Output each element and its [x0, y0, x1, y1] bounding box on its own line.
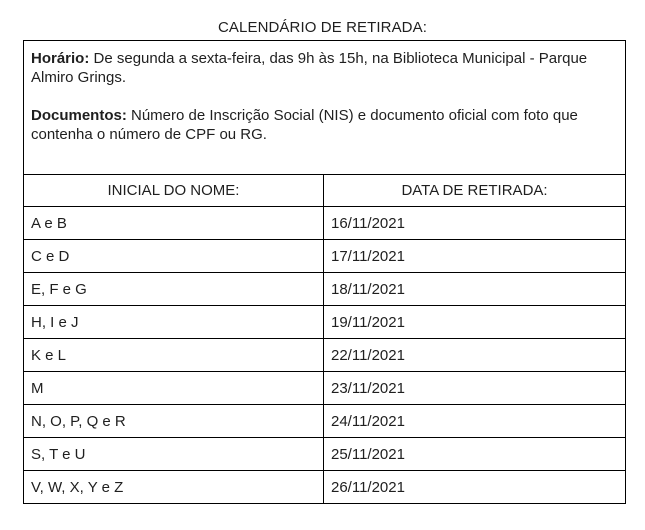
horario-label: Horário: [31, 50, 90, 67]
table-row [24, 471, 626, 504]
table-row [24, 405, 626, 438]
row-date: 26/11/2021 [324, 471, 626, 504]
schedule-table [23, 40, 626, 504]
page-title: CALENDÁRIO DE RETIRADA: [217, 19, 427, 36]
row-date: 18/11/2021 [324, 273, 626, 306]
header-date: DATA DE RETIRADA: [324, 175, 626, 207]
row-initials: N, O, P, Q e R [24, 405, 324, 438]
row-date: 23/11/2021 [324, 372, 626, 405]
row-initials: V, W, X, Y e Z [24, 471, 324, 504]
row-initials: E, F e G [24, 273, 324, 306]
row-date: 25/11/2021 [324, 438, 626, 471]
table-row [24, 240, 626, 273]
documentos-label: Documentos: [31, 107, 127, 124]
table-row [24, 372, 626, 405]
header-initials: INICIAL DO NOME: [24, 175, 324, 207]
row-initials: K e L [24, 339, 324, 372]
row-date: 17/11/2021 [324, 240, 626, 273]
row-initials: S, T e U [24, 438, 324, 471]
row-initials: A e B [24, 207, 324, 240]
table-row [24, 273, 626, 306]
horario-paragraph [31, 49, 618, 87]
info-cell [24, 41, 626, 175]
table-row [24, 207, 626, 240]
row-initials: H, I e J [24, 306, 324, 339]
horario-text: De segunda a sexta-feira, das 9h às 15h, na Biblioteca Municipal - Parque Almiro Grings. [31, 50, 588, 86]
documentos-text: Número de Inscrição Social (NIS) e documento oficial com foto que contenha o número de CPF ou RG. [31, 107, 578, 143]
table-row [24, 306, 626, 339]
row-date: 24/11/2021 [324, 405, 626, 438]
row-initials: C e D [24, 240, 324, 273]
documentos-paragraph [31, 106, 618, 144]
info-row [24, 41, 626, 175]
row-initials: M [24, 372, 324, 405]
header-row [24, 175, 626, 207]
row-date: 16/11/2021 [324, 207, 626, 240]
row-date: 19/11/2021 [324, 306, 626, 339]
table-row [24, 438, 626, 471]
table-row [24, 339, 626, 372]
row-date: 22/11/2021 [324, 339, 626, 372]
